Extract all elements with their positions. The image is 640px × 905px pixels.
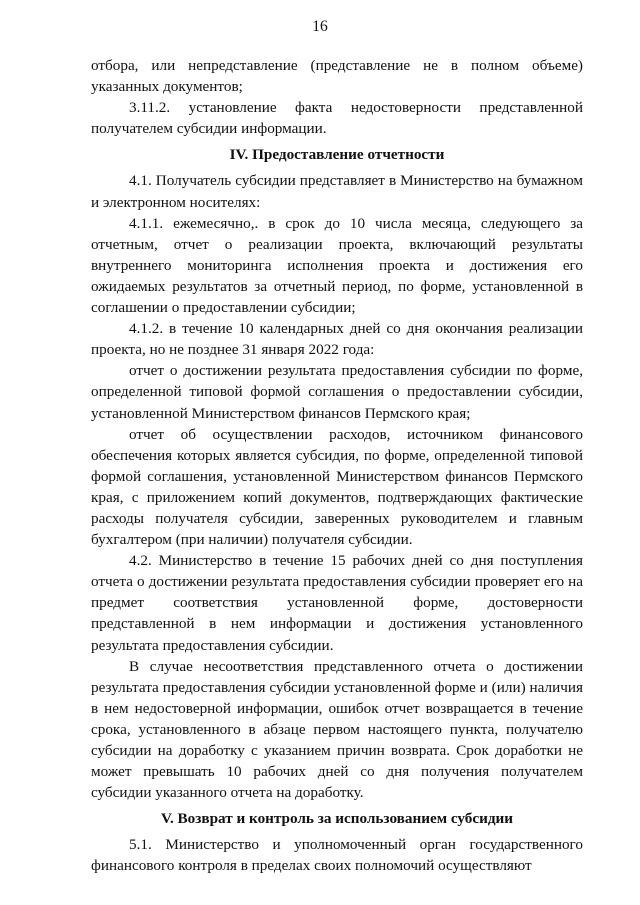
paragraph-result-report: отчет о достижении результата предоставления субсидии по форме, определенной типовой формой соглашения о предоставлении субсидии, установленной Министерством финансов Пермского края; (91, 362, 583, 422)
paragraph-5-1: 5.1. Министерство и уполномоченный орган государственного финансового контроля в пределах своих полномочий осуществляют (91, 836, 583, 875)
paragraph-expense-report: отчет об осуществлении расходов, источником финансового обеспечения которых является субсидия, по форме, определенной типовой формой соглашения, установленной Министерством финансов Пермского края, с приложением копий документов, подтверждающих фактические расходы получателя субсидии, заверенных руководителем и главным бухгалтером (при наличии) получателя субсидии. (91, 425, 583, 549)
paragraph-4-1-2: 4.1.2. в течение 10 календарных дней со дня окончания реализации проекта, но не позднее 31 января 2022 года: (91, 320, 583, 359)
section-heading-v: V. Возврат и контроль за использованием субсидии (160, 810, 514, 828)
paragraph-4-1: 4.1. Получатель субсидии представляет в Министерство на бумажном и электронном носителях: (91, 172, 583, 211)
paragraph-4-1-1: 4.1.1. ежемесячно,. в срок до 10 числа месяца, следующего за отчетным, отчет о реализации проекта, включающий результаты внутреннего мониторинга исполнения проекта и достижения его ожидаемых результатов за отчетный период, по форме, установленной в соглашении о предоставлении субсидии; (91, 214, 583, 317)
paragraph-continuation: отбора, или непредставление (представление не в полном объеме) указанных документов; (91, 57, 583, 96)
paragraph-3-11-2: 3.11.2. установление факта недостоверности представленной получателем субсидии информации. (91, 99, 583, 138)
page-number: 16 (312, 18, 328, 35)
paragraph-4-2: 4.2. Министерство в течение 15 рабочих дней со дня поступления отчета о достижении результата предоставления субсидии проверяет его на предмет соответствия установленной форме, достоверности представленной в нем информации и достижения установленного результата предоставления субсидии. (91, 552, 583, 654)
document-body (91, 55, 583, 877)
section-heading-iv: IV. Предоставление отчетности (229, 146, 445, 164)
paragraph-nonconformity: В случае несоответствия представленного отчета о достижении результата предоставления субсидии установленной форме и (или) наличия в нем недостоверной информации, ошибок отчет возвращается в течение срока, установленного в абзаце первом настоящего пункта, получателю субсидии на доработку с указанием причин возврата. Срок доработки не может превышать 10 рабочих дней со дня получения получателем субсидии указанного отчета на доработку. (91, 657, 583, 802)
